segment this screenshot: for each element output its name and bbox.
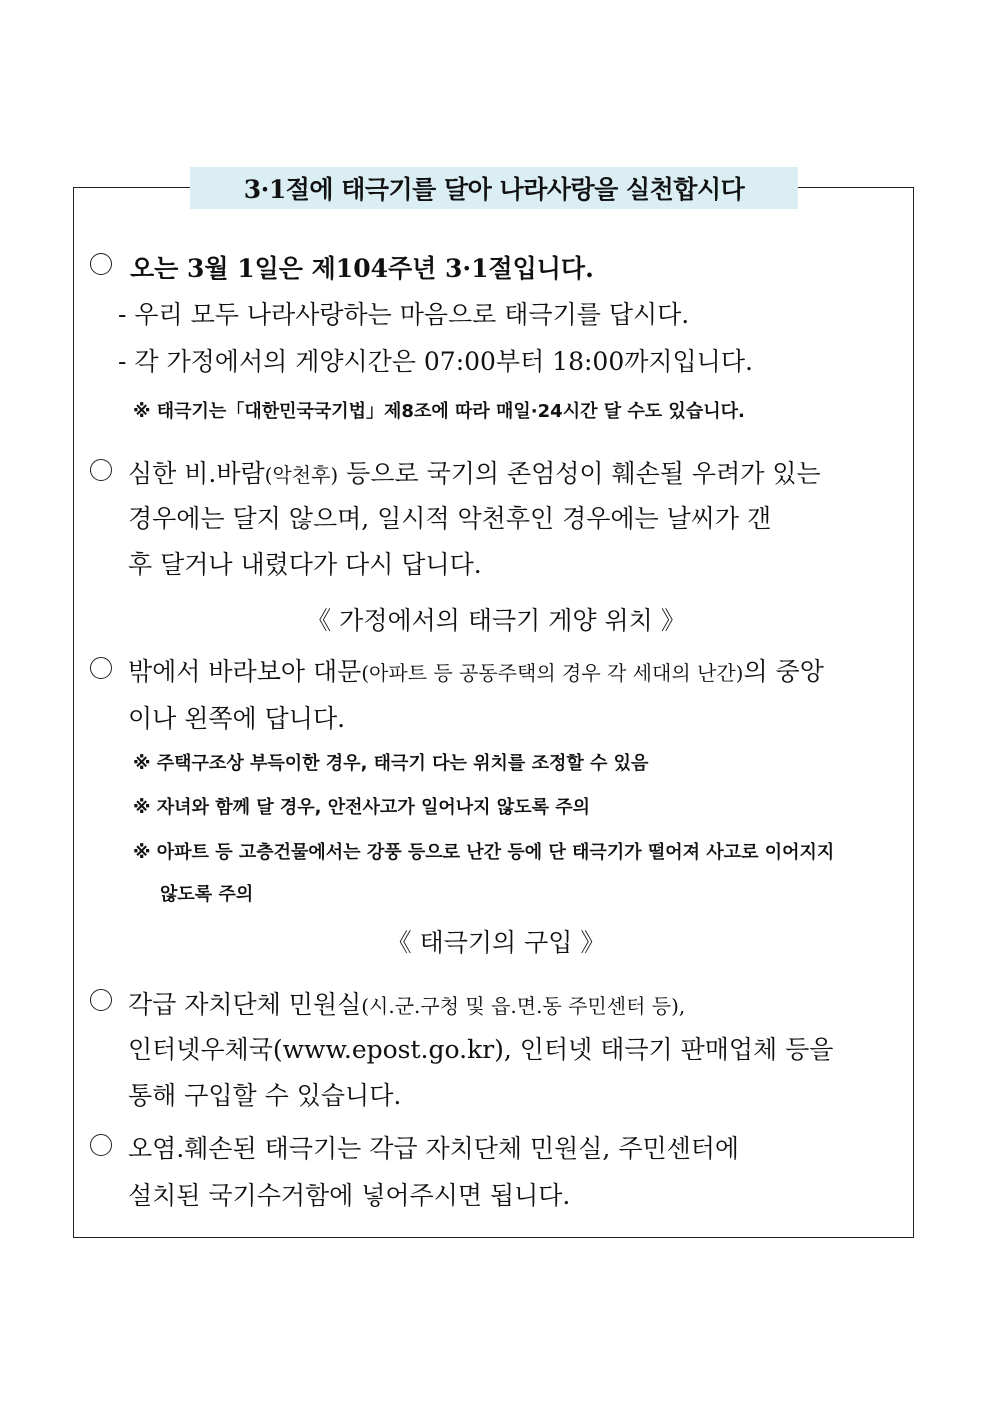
section1-note: ※ 태극기는「대한민국국기법」제8조에 따라 매일·24시간 달 수도 있습니다.	[133, 401, 745, 422]
section5-line-1: 오염.훼손된 태극기는 각급 자치단체 민원실, 주민센터에	[128, 1134, 740, 1163]
circle-bullet	[90, 253, 112, 275]
section3-line-2: 이나 왼쪽에 답니다.	[128, 704, 346, 733]
section3-line-1	[128, 652, 824, 688]
heading-flag-position: 《 가정에서의 태극기 게양 위치 》	[306, 606, 686, 635]
section4-line-2: 인터넷우체국(www.epost.go.kr), 인터넷 태극기 판매업체 등을	[128, 1035, 834, 1064]
section1-sub-2: - 각 가정에서의 게양시간은 07:00부터 18:00까지입니다.	[118, 347, 753, 376]
circle-bullet	[90, 989, 112, 1011]
section1-item: 오는 3월 1일은 제104주년 3·1절입니다.	[130, 254, 594, 283]
section3-note-3: ※ 아파트 등 고층건물에서는 강풍 등으로 난간 등에 단 태극기가 떨어져 사고로 이어지지	[133, 842, 835, 863]
heading-purchase: 《 태극기의 구입 》	[386, 928, 606, 957]
section2-line-2: 경우에는 달지 않으며, 일시적 악천후인 경우에는 날씨가 갠	[128, 504, 772, 533]
notice-title: 3·1절에 태극기를 달아 나라사랑을 실천합시다	[190, 167, 798, 209]
section1-sub-1: - 우리 모두 나라사랑하는 마음으로 태극기를 답시다.	[118, 300, 690, 329]
section2-line-3: 후 달거나 내렸다가 다시 답니다.	[128, 550, 482, 579]
section3-line-1c: 의 중앙	[743, 657, 824, 686]
section3-line-1a: 밖에서 바라보아 대문	[128, 657, 362, 686]
circle-bullet	[90, 657, 112, 679]
section2-line-1c: 등으로 국기의 존엄성이 훼손될 우려가 있는	[338, 459, 821, 488]
section2-line-1	[128, 454, 821, 490]
section2-line-1b: (악천후)	[264, 463, 339, 487]
section3-note-2: ※ 자녀와 함께 달 경우, 안전사고가 일어나지 않도록 주의	[133, 797, 591, 818]
section4-line-1	[128, 985, 685, 1021]
circle-bullet	[90, 1134, 112, 1156]
section4-line-1a: 각급 자치단체 민원실	[128, 990, 362, 1019]
section2-line-1a: 심한 비.바람	[128, 459, 265, 488]
section5-line-2: 설치된 국기수거함에 넣어주시면 됩니다.	[128, 1181, 571, 1210]
section3-note-1: ※ 주택구조상 부득이한 경우, 태극기 다는 위치를 조정할 수 있음	[133, 753, 649, 774]
section4-line-1b: (시.군.구청 및 읍.면.동 주민센터 등),	[361, 994, 686, 1018]
section4-line-3: 통해 구입할 수 있습니다.	[128, 1081, 402, 1110]
section3-note-3-cont: 않도록 주의	[160, 884, 254, 905]
circle-bullet	[90, 459, 112, 481]
section3-line-1b: (아파트 등 공동주택의 경우 각 세대의 난간)	[361, 661, 744, 685]
